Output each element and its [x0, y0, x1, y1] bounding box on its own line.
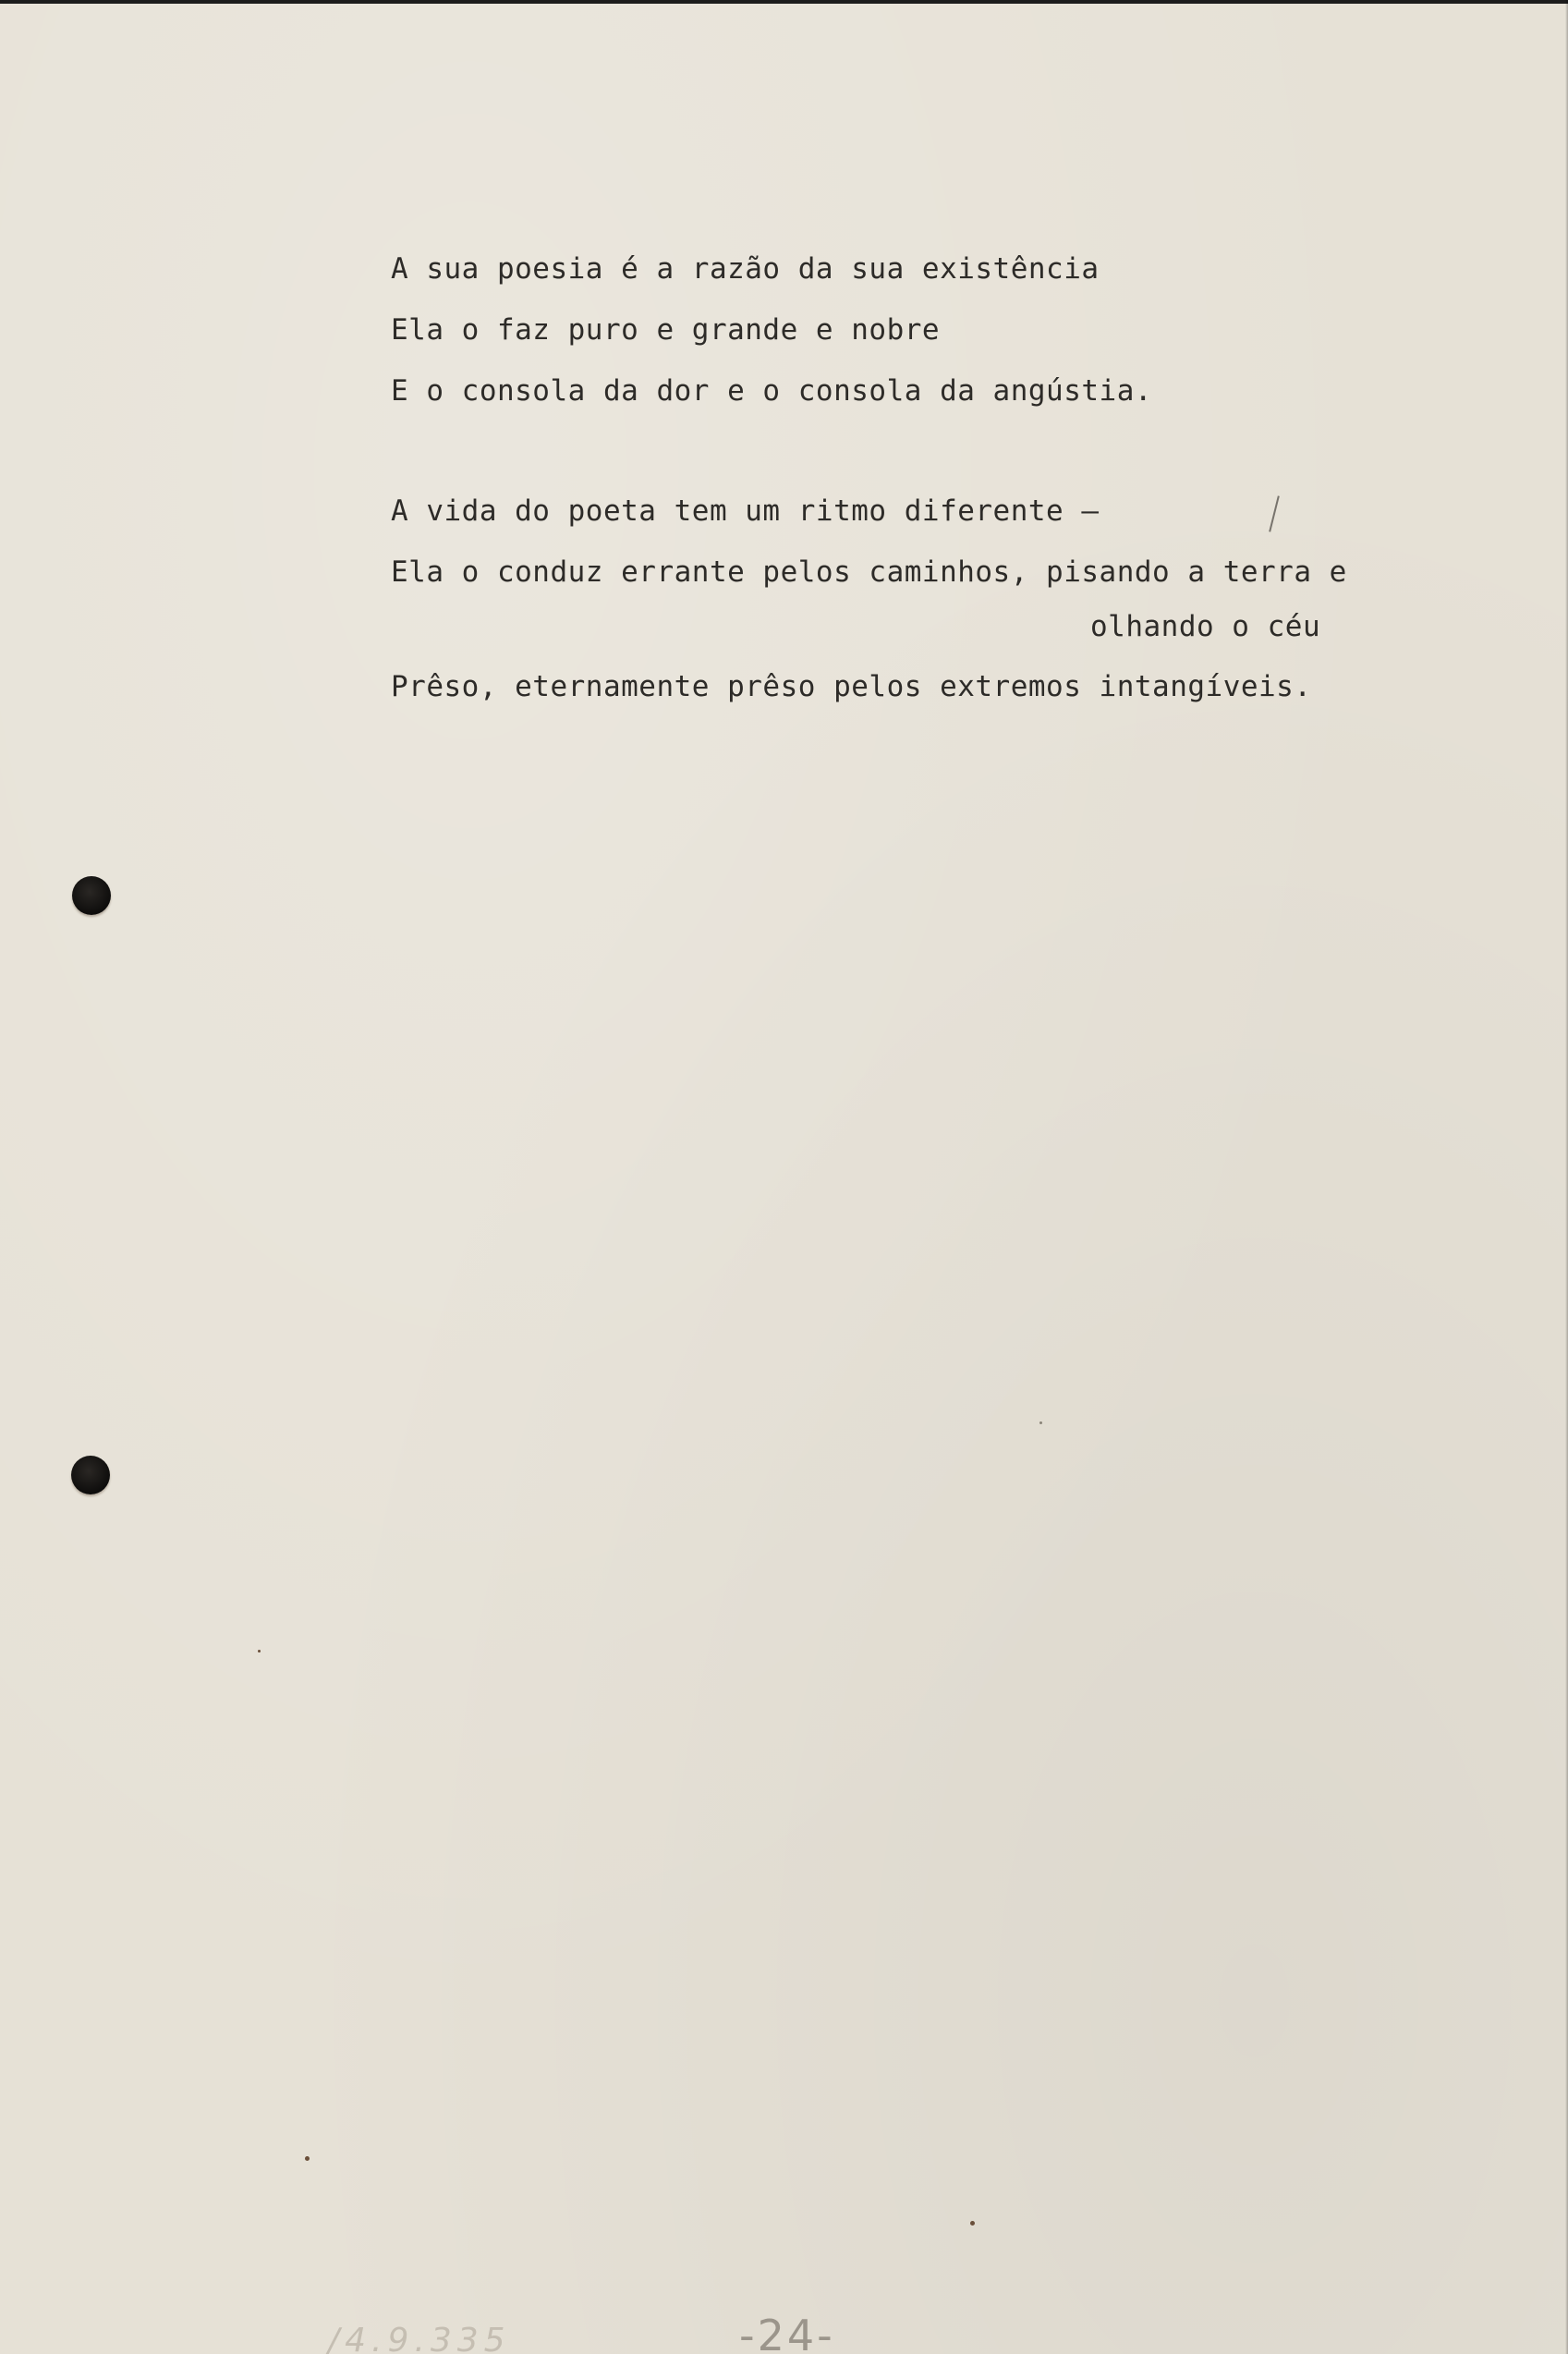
scan-top-edge: [0, 0, 1568, 4]
paper-speck: [305, 2156, 310, 2161]
poem-line: Ela o faz puro e grande e nobre: [391, 313, 941, 347]
poem-line: E o consola da dor e o consola da angústia.: [391, 374, 1153, 408]
paper-speck: [1039, 1421, 1042, 1424]
poem-line: A sua poesia é a razão da sua existência: [391, 252, 1100, 286]
paper-speck: [970, 2221, 975, 2226]
page-number: -24-: [739, 2311, 835, 2354]
poem-line: Ela o conduz errante pelos caminhos, pisando a terra e: [391, 555, 1347, 589]
poem-line-continuation: olhando o céu: [1090, 610, 1321, 643]
stanza-break: [391, 421, 1407, 481]
poem-text: [391, 238, 1407, 717]
poem-line: Prêso, eternamente prêso pelos extremos intangíveis.: [391, 670, 1312, 703]
paper-speck: [258, 1650, 261, 1653]
punch-hole: [72, 876, 111, 915]
punch-hole: [71, 1456, 110, 1494]
poem-line: A vida do poeta tem um ritmo diferente —: [391, 494, 1100, 528]
footer-handwritten-note: /4.9.335: [328, 2322, 511, 2354]
